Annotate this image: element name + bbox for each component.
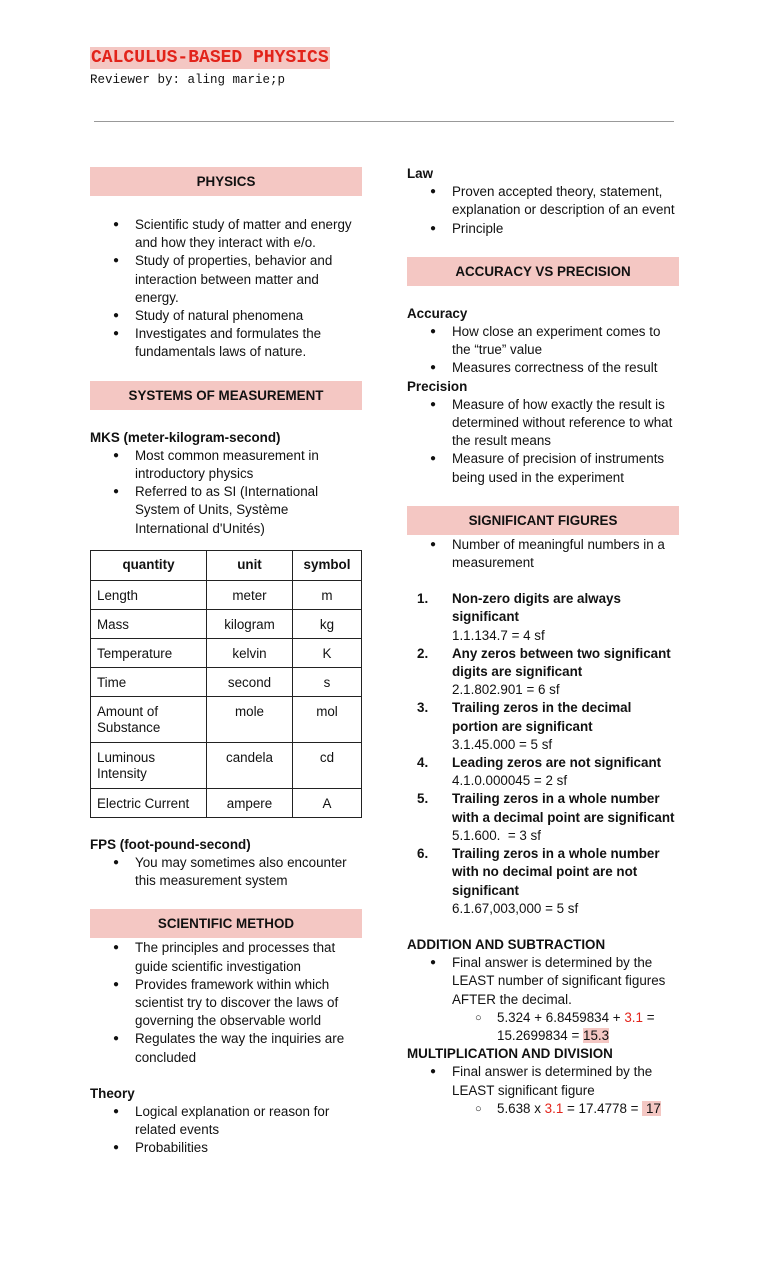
table-cell: Time <box>91 667 207 696</box>
example-limiting-value: 3.1 <box>624 1009 643 1025</box>
example-part: = 15.2699834 = <box>497 1009 655 1043</box>
example-text: 802.901 = 6 sf <box>474 682 560 698</box>
rule-number: 2. <box>417 645 429 661</box>
multiplication-division-label: MULTIPLICATION AND DIVISION <box>407 1046 613 1062</box>
law-list <box>407 183 679 238</box>
sigfig-rules-list <box>407 590 679 918</box>
list-item: ● Proven accepted theory, statement, explanation or description of an event <box>407 183 679 219</box>
rule-number: 6. <box>417 846 429 862</box>
table-row <box>91 742 362 788</box>
physics-list <box>90 216 362 362</box>
document-subtitle: Reviewer by: aling marie;p <box>90 73 286 87</box>
list-item: ● Measures correctness of the result <box>407 359 679 377</box>
mks-list <box>90 447 362 538</box>
list-item <box>407 954 679 1045</box>
section-heading-method: SCIENTIFIC METHOD <box>90 909 362 938</box>
table-cell: ampere <box>207 788 293 817</box>
example-number: 1.1. <box>452 627 475 643</box>
document-title: CALCULUS-BASED PHYSICS <box>91 48 329 68</box>
horizontal-divider <box>94 121 674 122</box>
example-number: 4.1. <box>452 773 475 789</box>
table-cell: kilogram <box>207 609 293 638</box>
sigfig-rule <box>407 590 679 645</box>
list-item: ● Referred to as SI (International System of Units, Système International d'Unités) <box>90 483 362 538</box>
list-item <box>407 1063 679 1118</box>
rule-example <box>452 627 679 645</box>
table-row <box>91 788 362 817</box>
example-part: = 17.4778 = <box>563 1100 643 1116</box>
example-number: 3.1. <box>452 736 475 752</box>
table-cell: m <box>293 580 362 609</box>
precision-label: Precision <box>407 378 468 394</box>
example-answer: 15.3 <box>583 1027 610 1043</box>
rule-number: 4. <box>417 755 429 771</box>
list-item: ● Investigates and formulates the fundamentals laws of nature. <box>90 325 362 361</box>
list-item: ● Principle <box>407 220 679 238</box>
table-row <box>91 638 362 667</box>
list-item: ● Most common measurement in introductory physics <box>90 447 362 483</box>
list-item: ● Study of natural phenomena <box>90 307 362 325</box>
list-item: ● The principles and processes that guide scientific investigation <box>90 939 362 975</box>
table-cell: kelvin <box>207 638 293 667</box>
rule-description: Final answer is determined by the LEAST number of significant figures AFTER the decimal. <box>452 955 666 1007</box>
section-heading-sigfig: SIGNIFICANT FIGURES <box>407 506 679 535</box>
multiplication-example <box>407 1100 679 1118</box>
example-number: 2.1. <box>452 682 475 698</box>
rule-example <box>452 772 679 790</box>
table-row <box>91 667 362 696</box>
right-column <box>407 165 679 1118</box>
table-cell: Temperature <box>91 638 207 667</box>
mks-label: MKS (meter-kilogram-second) <box>90 429 281 445</box>
table-row <box>91 696 362 742</box>
left-column <box>90 167 362 1158</box>
rule-example <box>452 827 679 845</box>
sigfig-rule <box>407 845 679 918</box>
table-row <box>91 609 362 638</box>
table-cell: meter <box>207 580 293 609</box>
table-cell: Amount of Substance <box>91 696 207 742</box>
table-cell: mol <box>293 696 362 742</box>
table-cell: kg <box>293 609 362 638</box>
addition-subtraction-label: ADDITION AND SUBTRACTION <box>407 936 606 952</box>
sigfig-rule <box>407 699 679 754</box>
list-item: ● Study of properties, behavior and interaction between matter and energy. <box>90 252 362 307</box>
list-item: ● Measure of precision of instruments being used in the experiment <box>407 450 679 486</box>
fps-list <box>90 854 362 890</box>
rule-text: Any zeros between two significant digits are significant <box>452 645 671 680</box>
table-header-row <box>91 550 362 580</box>
table-cell: Length <box>91 580 207 609</box>
multiplication-example-list <box>407 1100 679 1118</box>
multiplication-list <box>407 1063 679 1118</box>
addition-example <box>407 1009 679 1045</box>
theory-label: Theory <box>90 1085 135 1101</box>
list-item: ● Number of meaningful numbers in a measurement <box>407 536 679 572</box>
sigfig-rule <box>407 754 679 790</box>
precision-list <box>407 396 679 487</box>
table-header: symbol <box>293 550 362 580</box>
rule-text: Trailing zeros in a whole number with no decimal point are not significant <box>452 846 660 898</box>
list-item: ● Provides framework within which scientist try to discover the laws of governing the observable world <box>90 976 362 1031</box>
addition-example-list <box>407 1009 679 1045</box>
rule-example <box>452 900 679 918</box>
theory-list <box>90 1103 362 1158</box>
sigfig-intro-list <box>407 536 679 572</box>
list-item: ● Regulates the way the inquiries are concluded <box>90 1030 362 1066</box>
rule-text: Leading zeros are not significant <box>452 755 662 771</box>
table-cell: A <box>293 788 362 817</box>
rule-example <box>452 736 679 754</box>
addition-list <box>407 954 679 1045</box>
example-text: 600. = 3 sf <box>474 827 541 843</box>
fps-label: FPS (foot-pound-second) <box>90 836 251 852</box>
example-text: 0.000045 = 2 sf <box>474 773 568 789</box>
section-heading-accuracy: ACCURACY VS PRECISION <box>407 257 679 286</box>
list-item: ● Logical explanation or reason for related events <box>90 1103 362 1139</box>
list-item: ● You may sometimes also encounter this measurement system <box>90 854 362 890</box>
table-cell: second <box>207 667 293 696</box>
rule-number: 5. <box>417 791 429 807</box>
example-part: 5.638 x <box>497 1100 545 1116</box>
table-cell: cd <box>293 742 362 788</box>
si-units-table <box>90 550 362 818</box>
accuracy-list <box>407 323 679 378</box>
rule-example <box>452 681 679 699</box>
table-cell: s <box>293 667 362 696</box>
table-header: quantity <box>91 550 207 580</box>
rule-number: 3. <box>417 700 429 716</box>
table-cell: candela <box>207 742 293 788</box>
sigfig-rule <box>407 790 679 845</box>
law-label: Law <box>407 166 434 181</box>
sigfig-rule <box>407 645 679 700</box>
method-list <box>90 939 362 1066</box>
example-text: 45.000 = 5 sf <box>474 736 553 752</box>
list-item: ● Scientific study of matter and energy and how they interact with e/o. <box>90 216 362 252</box>
table-cell: Mass <box>91 609 207 638</box>
rule-number: 1. <box>417 591 429 607</box>
example-part: 5.324 + 6.8459834 + <box>497 1009 625 1025</box>
table-cell: Luminous Intensity <box>91 742 207 788</box>
section-heading-physics: PHYSICS <box>90 167 362 196</box>
table-cell: Electric Current <box>91 788 207 817</box>
rule-text: Non-zero digits are always significant <box>452 591 621 625</box>
rule-text: Trailing zeros in the decimal portion are significant <box>452 700 632 734</box>
list-item: ● Probabilities <box>90 1139 362 1157</box>
table-header: unit <box>207 550 293 580</box>
list-item: ● Measure of how exactly the result is determined without reference to what the result means <box>407 396 679 451</box>
example-answer: 17 <box>642 1100 661 1116</box>
list-item: ● How close an experiment comes to the “true” value <box>407 323 679 359</box>
table-cell: K <box>293 638 362 667</box>
section-heading-systems: SYSTEMS OF MEASUREMENT <box>90 381 362 410</box>
example-number: 6.1. <box>452 900 475 916</box>
example-number: 5.1. <box>452 827 475 843</box>
accuracy-label: Accuracy <box>407 305 468 321</box>
table-cell: mole <box>207 696 293 742</box>
rule-text: Trailing zeros in a whole number with a decimal point are significant <box>452 791 675 825</box>
table-row <box>91 580 362 609</box>
example-text: 134.7 = 4 sf <box>474 627 545 643</box>
example-limiting-value: 3.1 <box>544 1100 564 1116</box>
example-text: 67,003,000 = 5 sf <box>474 900 579 916</box>
rule-description: Final answer is determined by the LEAST significant figure <box>452 1064 653 1098</box>
